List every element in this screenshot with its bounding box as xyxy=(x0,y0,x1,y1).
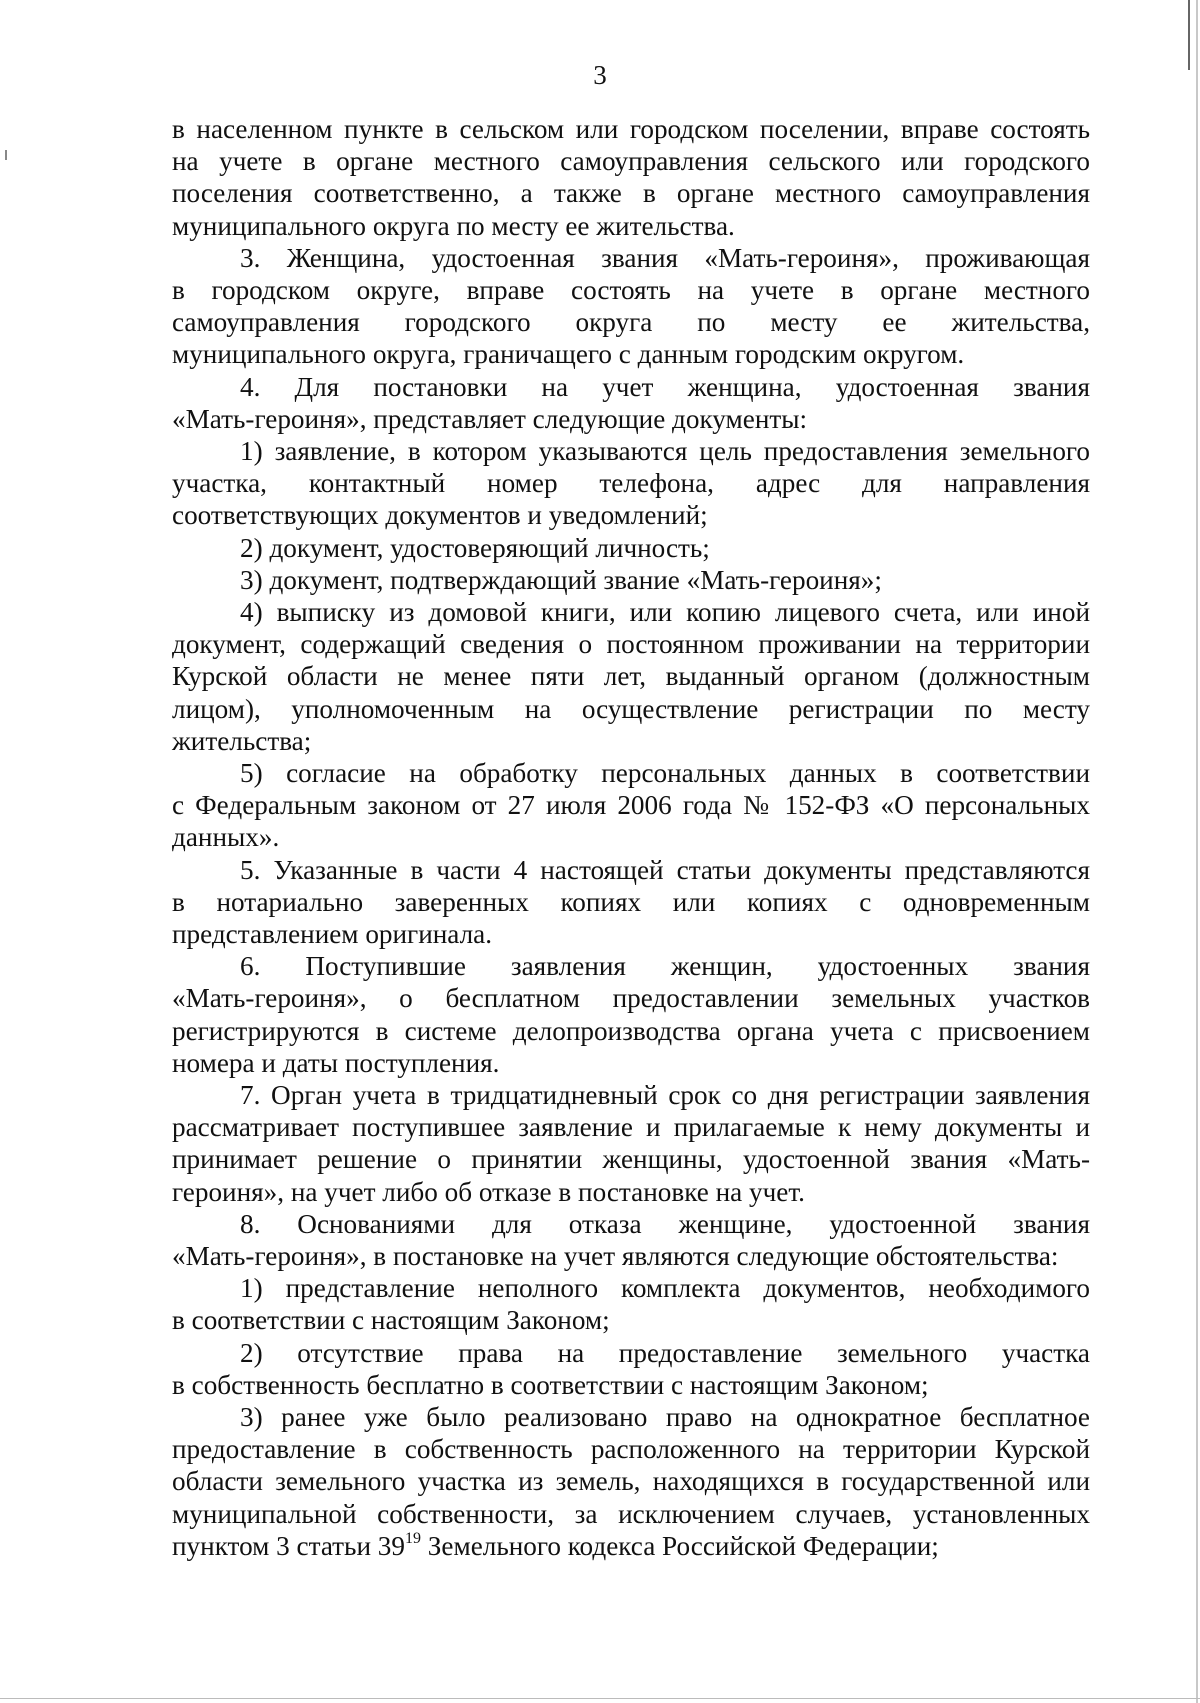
text-line: «Мать-героиня», о бесплатном предоставлении земельных участков xyxy=(172,983,1090,1014)
text-line: жительства; xyxy=(172,725,312,756)
text-line: 1) заявление, в котором указываются цель предоставления земельного xyxy=(240,436,1090,466)
text-line: 4) выписку из домовой книги, или копию лицевого счета, или иной xyxy=(240,597,1090,627)
text-line: в собственность бесплатно в соответствии с настоящим Законом; xyxy=(172,1369,929,1400)
page-number: 3 xyxy=(593,60,607,90)
text-line: 2) документ, удостоверяющий личность; xyxy=(240,532,710,563)
text-line: муниципальной собственности, за исключением случаев, установленных xyxy=(172,1498,1090,1529)
last-line-tail: Земельного кодекса Российской Федерации; xyxy=(421,1530,939,1561)
text-line: поселения соответственно, а также в органе местного самоуправления xyxy=(172,178,1090,209)
text-line: представлением оригинала. xyxy=(172,919,493,949)
text-line: участка, контактный номер телефона, адрес для направления xyxy=(172,468,1090,499)
text-line: документ, содержащий сведения о постоянном проживании на территории xyxy=(172,629,1090,660)
text-line: предоставление в собственность расположенного на территории Курской xyxy=(172,1434,1090,1465)
scan-bottom-edge xyxy=(0,1698,1200,1699)
text-line: с Федеральным законом от 27 июля 2006 года № 152-ФЗ «О персональных xyxy=(172,790,1090,821)
text-line: принимает решение о принятии женщины, удостоенной звания «Мать- xyxy=(172,1144,1090,1175)
text-line: 1) представление неполного комплекта документов, необходимого xyxy=(240,1273,1090,1304)
scan-edge-line xyxy=(1196,0,1198,1703)
text-line: «Мать-героиня», в постановке на учет являются следующие обстоятельства: xyxy=(172,1241,1059,1271)
text-line-last xyxy=(172,1530,1090,1562)
text-line: 2) отсутствие права на предоставление земельного участка xyxy=(240,1337,1090,1368)
text-line: в населенном пункте в сельском или городском поселении, вправе состоять xyxy=(172,114,1090,144)
text-line: в соответствии с настоящим Законом; xyxy=(172,1305,610,1336)
text-line: 3) документ, подтверждающий звание «Мать-героиня»; xyxy=(240,564,882,595)
text-line: 8. Основаниями для отказа женщине, удостоенной звания xyxy=(240,1208,1090,1239)
text-line: на учете в органе местного самоуправления сельского или городского xyxy=(172,146,1090,177)
text-line: 7. Орган учета в тридцатидневный срок со дня регистрации заявления xyxy=(240,1080,1090,1110)
text-line: 5. Указанные в части 4 настоящей статьи документы представляются xyxy=(240,854,1090,885)
text-line: 3. Женщина, удостоенная звания «Мать-героиня», проживающая xyxy=(240,242,1090,273)
text-line: номера и даты поступления. xyxy=(172,1047,500,1078)
last-line-text: пунктом 3 статьи 39 xyxy=(172,1530,405,1561)
text-line: области земельного участка из земель, находящихся в государственной или xyxy=(172,1466,1090,1497)
text-line: соответствующих документов и уведомлений; xyxy=(172,500,708,531)
text-line: в нотариально заверенных копиях или копиях с одновременным xyxy=(172,886,1090,917)
text-line: Курской области не менее пяти лет, выданный органом (должностным xyxy=(172,661,1090,692)
text-line: муниципального округа, граничащего с данным городским округом. xyxy=(172,339,965,370)
text-line: в городском округе, вправе состоять на учете в органе местного xyxy=(172,275,1090,305)
text-line: рассматривает поступившее заявление и прилагаемые к нему документы и xyxy=(172,1112,1090,1143)
text-line: самоуправления городского округа по месту ее жительства, xyxy=(172,307,1090,338)
text-line: муниципального округа по месту ее жительства. xyxy=(172,210,735,241)
scan-margin-mark xyxy=(5,150,7,160)
text-line: регистрируются в системе делопроизводства органа учета с присвоением xyxy=(172,1015,1090,1046)
superscript-number: 19 xyxy=(405,1529,421,1547)
text-line: «Мать-героиня», представляет следующие документы: xyxy=(172,403,808,434)
text-line: 5) согласие на обработку персональных данных в соответствии xyxy=(240,758,1090,788)
text-line: 3) ранее уже было реализовано право на однократное бесплатное xyxy=(240,1402,1090,1432)
text-line: 6. Поступившие заявления женщин, удостоенных звания xyxy=(240,951,1090,982)
text-line: данных». xyxy=(172,822,280,853)
text-line: лицом), уполномоченным на осуществление регистрации по месту xyxy=(172,693,1090,724)
text-line: героиня», на учет либо об отказе в постановке на учет. xyxy=(172,1176,805,1207)
text-line: 4. Для постановки на учет женщина, удостоенная звания xyxy=(240,371,1090,402)
